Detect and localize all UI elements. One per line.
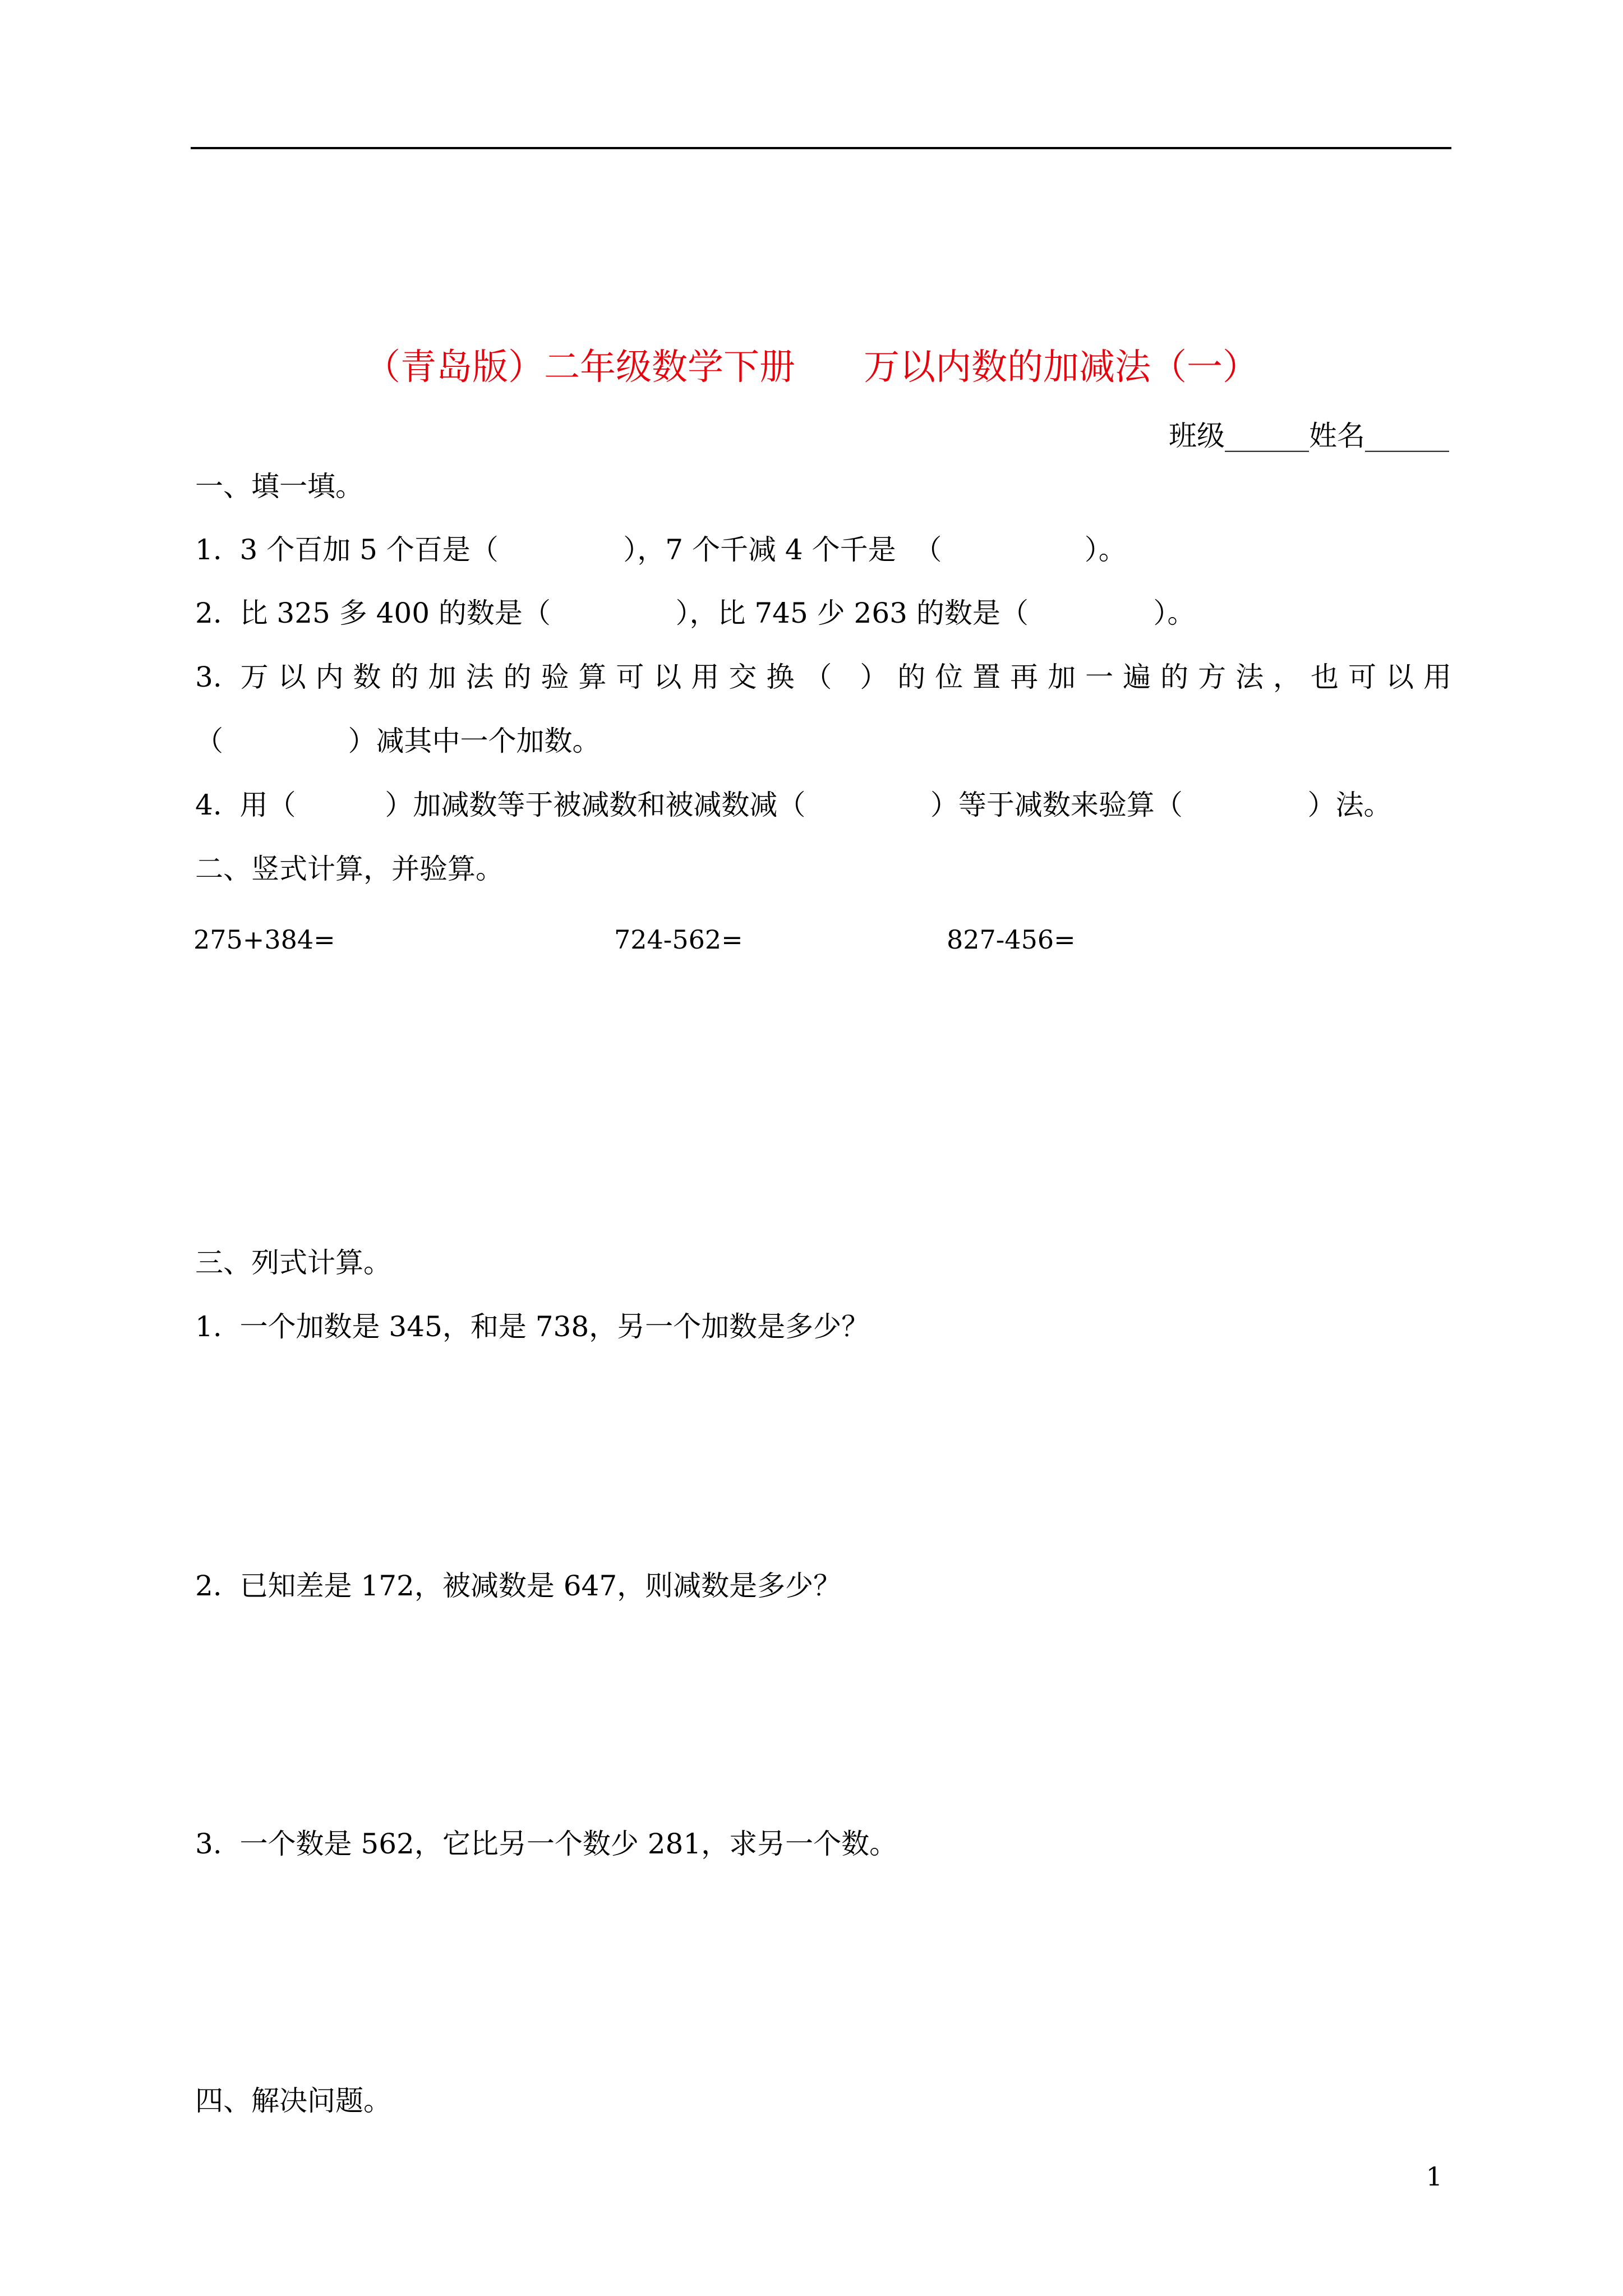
worksheet-title: （青岛版）二年级数学下册 万以内数的加减法（一） bbox=[364, 347, 1259, 388]
formula-question-1: 1. 一个加数是 345，和是 738，另一个加数是多少？ bbox=[195, 1310, 870, 1343]
formula-question-2: 2. 已知差是 172，被减数是 647，则减数是多少？ bbox=[195, 1570, 842, 1602]
class-name-line: 班级______姓名______ bbox=[1169, 420, 1449, 452]
fill-question-2: 2. 比 325 多 400 的数是（ ），比 745 少 263 的数是（ ）。 bbox=[195, 597, 1196, 629]
section-4-heading: 四、解决问题。 bbox=[195, 2085, 391, 2117]
section-3-heading: 三、列式计算。 bbox=[195, 1246, 391, 1279]
page-number: 1 bbox=[1426, 2161, 1442, 2192]
section-2-heading: 二、竖式计算，并验算。 bbox=[195, 853, 504, 885]
header-rule bbox=[191, 147, 1451, 149]
calc-problem-3: 827-456= bbox=[947, 924, 1076, 955]
fill-question-1: 1. 3 个百加 5 个百是（ ），7 个千减 4 个千是 （ ）。 bbox=[195, 533, 1127, 566]
fill-question-3-line-1: 3. 万以内数的加法的验算可以用交换（ ）的位置再加一遍的方法，也可以用 bbox=[195, 661, 1451, 693]
formula-question-3: 3. 一个数是 562，它比另一个数少 281，求另一个数。 bbox=[195, 1828, 898, 1860]
fill-question-3-line-2: （ ）减其中一个加数。 bbox=[195, 725, 601, 757]
section-1-heading: 一、填一填。 bbox=[195, 470, 363, 503]
calc-problem-2: 724-562= bbox=[614, 924, 743, 955]
calc-problem-1: 275+384= bbox=[193, 924, 335, 955]
fill-question-4: 4. 用（ ）加减数等于被减数和被减数减（ ）等于减数来验算（ ）法。 bbox=[195, 789, 1392, 821]
